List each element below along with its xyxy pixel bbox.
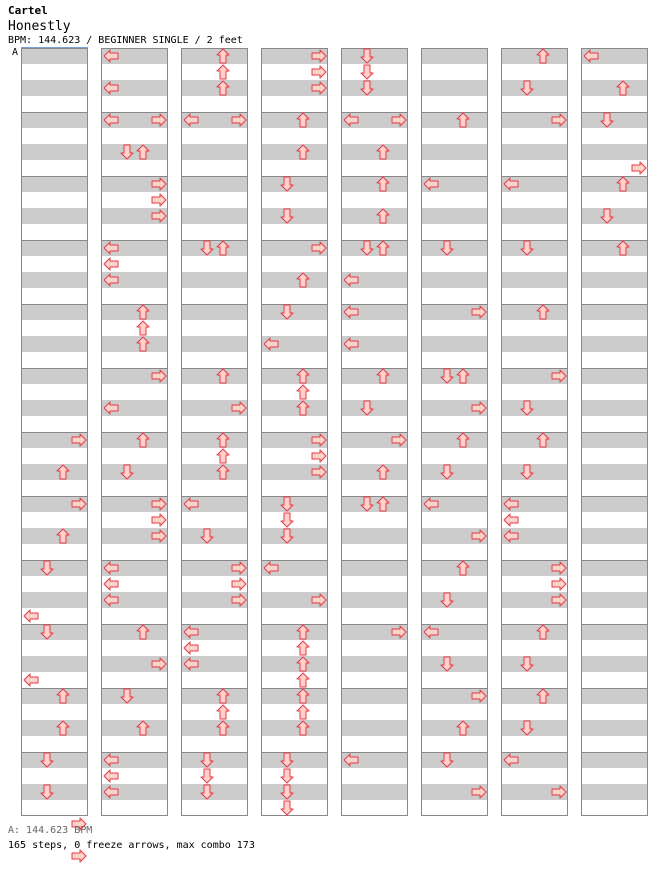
- bpm-legend: A: 144.623 BPM: [8, 825, 93, 836]
- beat-band: [421, 112, 488, 128]
- bpm-marker: A: [12, 47, 19, 58]
- beat-band: [421, 80, 488, 96]
- beat-band: [21, 240, 88, 256]
- beat-band: [341, 464, 408, 480]
- beat-band: [261, 176, 328, 192]
- beat-band: [501, 464, 568, 480]
- beat-band: [261, 784, 328, 800]
- beat-band: [421, 560, 488, 576]
- beat-band: [261, 496, 328, 512]
- beat-band: [421, 592, 488, 608]
- beat-band: [101, 432, 168, 448]
- beat-band: [21, 80, 88, 96]
- beat-band: [581, 592, 648, 608]
- beat-band: [181, 528, 248, 544]
- beat-band: [341, 560, 408, 576]
- beat-band: [101, 624, 168, 640]
- beat-band: [261, 304, 328, 320]
- beat-band: [581, 176, 648, 192]
- beat-band: [421, 656, 488, 672]
- beat-band: [101, 304, 168, 320]
- beat-band: [581, 304, 648, 320]
- beat-band: [341, 688, 408, 704]
- beat-band: [101, 688, 168, 704]
- beat-band: [581, 368, 648, 384]
- beat-band: [341, 528, 408, 544]
- beat-band: [21, 368, 88, 384]
- beat-band: [341, 656, 408, 672]
- step-summary: 165 steps, 0 freeze arrows, max combo 173: [8, 840, 255, 851]
- beat-band: [341, 240, 408, 256]
- beat-band: [421, 272, 488, 288]
- beat-band: [341, 592, 408, 608]
- beat-band: [501, 400, 568, 416]
- beat-band: [21, 304, 88, 320]
- beat-band: [261, 272, 328, 288]
- beat-band: [581, 80, 648, 96]
- beat-band: [261, 208, 328, 224]
- beat-band: [21, 272, 88, 288]
- beat-band: [261, 368, 328, 384]
- beat-band: [501, 80, 568, 96]
- beat-band: [581, 752, 648, 768]
- beat-band: [21, 528, 88, 544]
- beat-band: [581, 208, 648, 224]
- beat-band: [181, 720, 248, 736]
- beat-band: [501, 272, 568, 288]
- beat-band: [581, 720, 648, 736]
- beat-band: [581, 272, 648, 288]
- beat-band: [421, 752, 488, 768]
- beat-band: [181, 272, 248, 288]
- beat-band: [501, 208, 568, 224]
- beat-band: [261, 624, 328, 640]
- beat-band: [181, 688, 248, 704]
- beat-band: [421, 336, 488, 352]
- beat-band: [101, 144, 168, 160]
- beat-band: [581, 560, 648, 576]
- beat-band: [341, 208, 408, 224]
- beat-band: [341, 368, 408, 384]
- beat-band: [581, 240, 648, 256]
- beat-band: [341, 144, 408, 160]
- beat-band: [581, 624, 648, 640]
- beat-band: [501, 336, 568, 352]
- beat-band: [581, 400, 648, 416]
- beat-band: [421, 144, 488, 160]
- beat-band: [501, 240, 568, 256]
- beat-band: [21, 752, 88, 768]
- beat-band: [181, 784, 248, 800]
- beat-band: [501, 432, 568, 448]
- beat-band: [341, 176, 408, 192]
- beat-band: [21, 176, 88, 192]
- beat-band: [501, 624, 568, 640]
- song-title: Honestly: [8, 19, 71, 34]
- beat-band: [181, 208, 248, 224]
- beat-band: [101, 336, 168, 352]
- beat-band: [421, 464, 488, 480]
- beat-band: [21, 720, 88, 736]
- beat-band: [501, 144, 568, 160]
- beat-band: [341, 400, 408, 416]
- beat-band: [21, 400, 88, 416]
- chart-info: BPM: 144.623 / BEGINNER SINGLE / 2 feet: [8, 35, 243, 46]
- beat-band: [501, 688, 568, 704]
- beat-band: [21, 656, 88, 672]
- beat-band: [181, 144, 248, 160]
- beat-band: [181, 304, 248, 320]
- beat-band: [181, 464, 248, 480]
- beat-band: [581, 112, 648, 128]
- beat-band: [261, 144, 328, 160]
- right-arrow-icon: [72, 850, 86, 862]
- beat-band: [21, 336, 88, 352]
- beat-band: [341, 784, 408, 800]
- beat-band: [421, 48, 488, 64]
- beat-band: [581, 432, 648, 448]
- beat-band: [21, 624, 88, 640]
- beat-band: [261, 720, 328, 736]
- beat-band: [101, 720, 168, 736]
- beat-band: [501, 656, 568, 672]
- beat-band: [581, 528, 648, 544]
- beat-band: [581, 144, 648, 160]
- beat-band: [341, 48, 408, 64]
- beat-band: [421, 720, 488, 736]
- beat-band: [261, 112, 328, 128]
- beat-band: [501, 304, 568, 320]
- beat-band: [581, 496, 648, 512]
- beat-band: [421, 432, 488, 448]
- beat-band: [21, 784, 88, 800]
- beat-band: [181, 336, 248, 352]
- beat-band: [21, 48, 88, 64]
- beat-band: [181, 80, 248, 96]
- beat-band: [181, 752, 248, 768]
- song-artist: Cartel: [8, 4, 48, 17]
- beat-band: [181, 176, 248, 192]
- beat-band: [21, 560, 88, 576]
- beat-band: [21, 688, 88, 704]
- beat-band: [21, 464, 88, 480]
- beat-band: [581, 656, 648, 672]
- beat-band: [21, 112, 88, 128]
- beat-band: [261, 400, 328, 416]
- beat-band: [261, 656, 328, 672]
- beat-band: [261, 528, 328, 544]
- beat-band: [341, 496, 408, 512]
- beat-band: [421, 208, 488, 224]
- beat-band: [21, 592, 88, 608]
- beat-band: [341, 720, 408, 736]
- beat-band: [101, 464, 168, 480]
- beat-band: [581, 688, 648, 704]
- beat-band: [181, 240, 248, 256]
- beat-band: [181, 368, 248, 384]
- beat-band: [581, 784, 648, 800]
- beat-band: [501, 720, 568, 736]
- beat-band: [341, 80, 408, 96]
- beat-band: [421, 368, 488, 384]
- beat-band: [21, 208, 88, 224]
- beat-band: [501, 48, 568, 64]
- beat-band: [181, 48, 248, 64]
- beat-band: [261, 752, 328, 768]
- beat-band: [421, 240, 488, 256]
- beat-band: [261, 688, 328, 704]
- beat-band: [21, 144, 88, 160]
- beat-band: [581, 336, 648, 352]
- beat-band: [181, 432, 248, 448]
- beat-band: [581, 464, 648, 480]
